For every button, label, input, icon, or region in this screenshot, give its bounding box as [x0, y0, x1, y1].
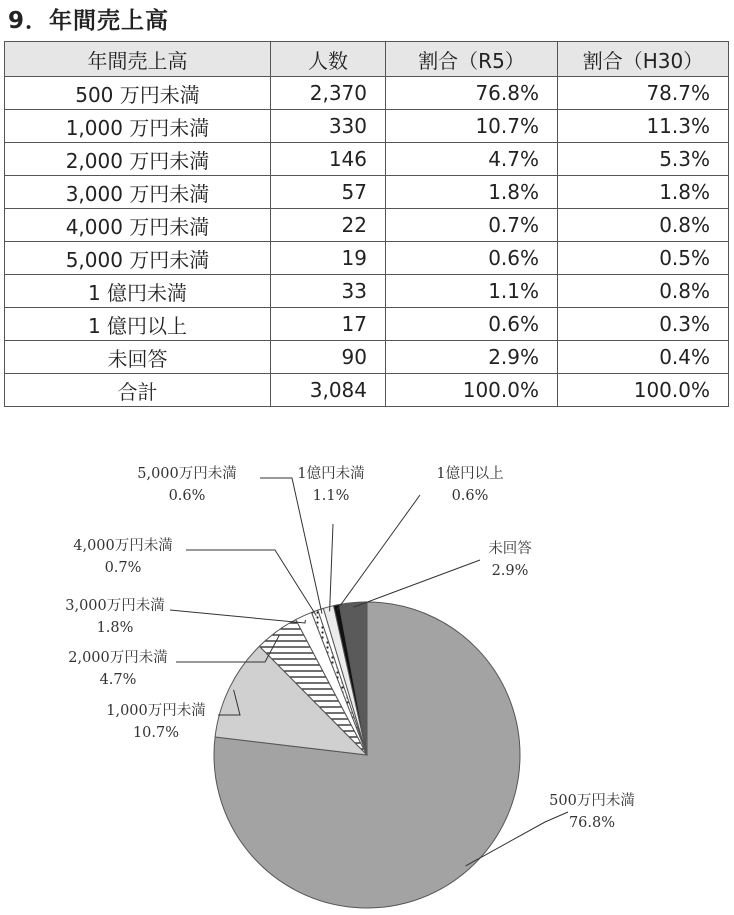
table-cell: 3,084 [271, 374, 386, 407]
table-cell: 3,000 万円未満 [5, 176, 271, 209]
table-cell: 1.1% [386, 275, 558, 308]
table-cell: 19 [271, 242, 386, 275]
slice-percent: 1.1% [312, 488, 350, 504]
table-row [5, 209, 729, 242]
table-row [5, 275, 729, 308]
table-cell: 90 [271, 341, 386, 374]
sales-table [4, 41, 729, 407]
table-cell: 100.0% [558, 374, 729, 407]
table-cell: 146 [271, 143, 386, 176]
table-cell: 0.5% [558, 242, 729, 275]
table-cell: 78.7% [558, 77, 729, 110]
table-cell: 5.3% [558, 143, 729, 176]
table-row [5, 77, 729, 110]
slice-label: 1億円未満 [297, 466, 365, 482]
table-cell: 0.3% [558, 308, 729, 341]
table-cell: 500 万円未満 [5, 77, 271, 110]
table-cell: 330 [271, 110, 386, 143]
section-heading: 9．年間売上高 [8, 8, 170, 34]
table-cell: 1 億円以上 [5, 308, 271, 341]
leader-line [330, 524, 333, 611]
table-cell: 0.7% [386, 209, 558, 242]
table-cell: 0.8% [558, 209, 729, 242]
table-cell: 2,000 万円未満 [5, 143, 271, 176]
slice-percent: 10.7% [132, 725, 180, 741]
table-cell: 1 億円未満 [5, 275, 271, 308]
column-header: 年間売上高 [5, 42, 271, 77]
table-cell: 0.4% [558, 341, 729, 374]
slice-label: 1億円以上 [436, 466, 504, 482]
table-cell: 0.6% [386, 308, 558, 341]
slice-label: 未回答 [488, 541, 532, 557]
table-row [5, 143, 729, 176]
table-cell: 17 [271, 308, 386, 341]
table-cell: 2,370 [271, 77, 386, 110]
slice-label: 500万円未満 [549, 793, 635, 809]
slice-label: 1,000万円未満 [106, 703, 206, 719]
slice-percent: 1.8% [96, 620, 134, 636]
leader-line [353, 560, 480, 607]
table-cell: 未回答 [5, 341, 271, 374]
slice-percent: 76.8% [568, 815, 616, 831]
table-row [5, 308, 729, 341]
table-cell: 100.0% [386, 374, 558, 407]
table-cell: 11.3% [558, 110, 729, 143]
table-cell: 合計 [5, 374, 271, 407]
table-cell: 33 [271, 275, 386, 308]
table-cell: 0.6% [386, 242, 558, 275]
slice-percent: 0.6% [451, 488, 489, 504]
table-cell: 2.9% [386, 341, 558, 374]
column-header: 割合（R5） [386, 42, 558, 77]
leader-line [337, 495, 420, 610]
slice-label: 2,000万円未満 [68, 650, 168, 666]
table-cell: 22 [271, 209, 386, 242]
column-header: 割合（H30） [558, 42, 729, 77]
slice-percent: 0.6% [168, 488, 206, 504]
table-cell: 4,000 万円未満 [5, 209, 271, 242]
table-cell: 10.7% [386, 110, 558, 143]
table-cell: 4.7% [386, 143, 558, 176]
slice-percent: 0.7% [104, 560, 142, 576]
table-cell: 1,000 万円未満 [5, 110, 271, 143]
total-row [5, 374, 729, 407]
leader-line [186, 550, 316, 616]
slice-percent: 2.9% [491, 563, 529, 579]
slice-percent: 4.7% [99, 672, 137, 688]
table-cell: 1.8% [558, 176, 729, 209]
slice-label: 3,000万円未満 [65, 598, 165, 614]
table-cell: 57 [271, 176, 386, 209]
slice-label: 5,000万円未満 [137, 466, 237, 482]
slice-label: 4,000万円未満 [73, 538, 173, 554]
table-row [5, 242, 729, 275]
leader-line [170, 610, 305, 623]
pie-chart [0, 440, 734, 915]
column-header: 人数 [271, 42, 386, 77]
table-cell: 76.8% [386, 77, 558, 110]
table-row [5, 176, 729, 209]
table-cell: 1.8% [386, 176, 558, 209]
table-cell: 5,000 万円未満 [5, 242, 271, 275]
table-row [5, 341, 729, 374]
table-cell: 0.8% [558, 275, 729, 308]
table-row [5, 110, 729, 143]
table-header-row [5, 42, 729, 77]
